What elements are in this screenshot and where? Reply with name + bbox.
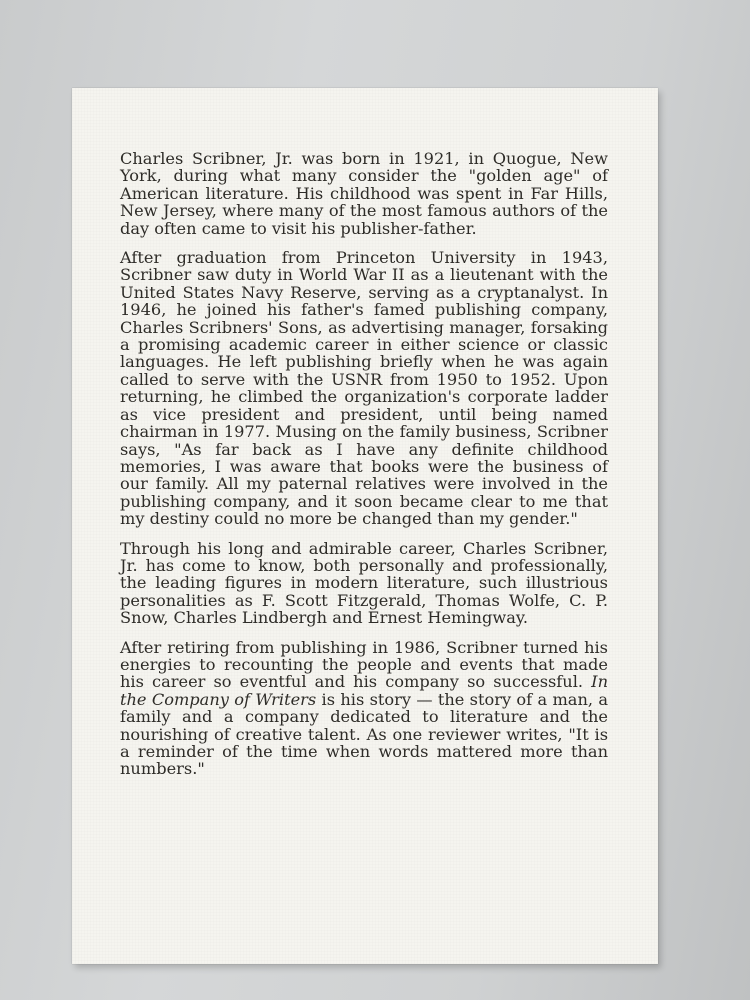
- paragraph-retirement: [120, 639, 608, 778]
- book-flap-card: [72, 88, 658, 964]
- retirement-text-end: is his story — the story of a man, a family and a company dedicated to literature and the nourishing of creative talent. As one reviewer writes, "It is a reminder of the time when words mattered more than numbers.": [120, 689, 608, 779]
- paragraph-birth: Charles Scribner, Jr. was born in 1921, in Quogue, New York, during what many consider the "golden age" of American literature. His childhood was spent in Far Hills, New Jersey, where many of the most famous authors of the day often came to visit his publisher-father.: [120, 149, 608, 238]
- book-title: In the Company of Writers: [120, 672, 608, 709]
- biography-text: [120, 150, 608, 778]
- paragraph-literary-figures: Through his long and admirable career, Charles Scribner, Jr. has come to know, both personally and professionally, the leading figures in modern literature, such illustrious personalities as F. Scott Fitzgerald, Thomas Wolfe, C. P. Snow, Charles Lindbergh and Ernest Hemingway.: [120, 538, 608, 628]
- retirement-text-start: After retiring from publishing in 1986, Scribner turned his energies to recounting the people and events that made his career so eventful and his company so successful.: [120, 637, 608, 692]
- paragraph-career: After graduation from Princeton University in 1943, Scribner saw duty in World War II as a lieutenant with the United States Navy Reserve, serving as a cryptanalyst. In 1946, he joined his father's famed publishing company, Charles Scribners' Sons, as advertising manager, forsaking a promising academic career in either science or classic languages. He left publishing briefly when he was again called to serve with the USNR from 1950 to 1952. Upon returning, he climbed the organization's corporate ladder as vice president and president, until being named chairman in 1977. Musing on the family business, Scribner says, "As far back as I have any definite childhood memories, I was aware that books were the business of our family. All my paternal relatives were involved in the publishing company, and it soon became clear to me that my destiny could no more be changed than my gender.": [120, 248, 608, 529]
